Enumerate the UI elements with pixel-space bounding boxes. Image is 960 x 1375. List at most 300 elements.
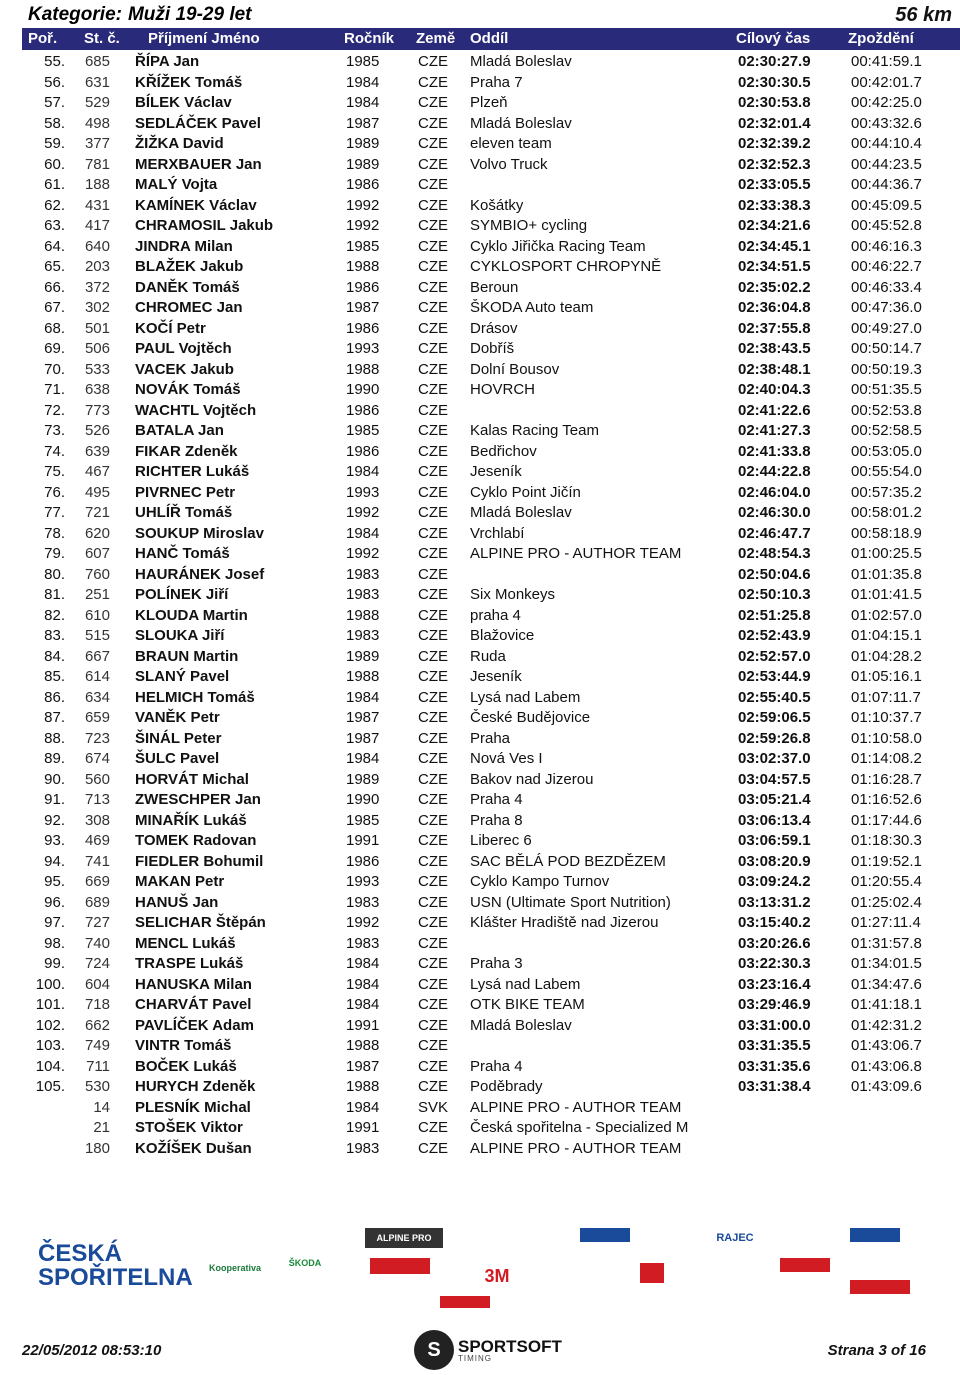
cell-delay: 01:34:47.6: [851, 975, 922, 993]
table-row: [0, 975, 960, 996]
table-row: [0, 688, 960, 709]
cell-rank: 100.: [35, 975, 65, 993]
table-row: [0, 73, 960, 94]
cell-delay: 00:52:53.8: [851, 401, 922, 419]
cell-name: ŘÍPA Jan: [135, 53, 200, 70]
results-table: [0, 52, 960, 1159]
cell-bib: 14: [93, 1098, 110, 1116]
cell-delay: 00:50:14.7: [851, 340, 922, 357]
cell-delay: 01:04:28.2: [851, 647, 922, 665]
cell-time: 02:50:04.6: [738, 565, 811, 583]
cell-club: Praha 4: [470, 791, 523, 808]
table-row: [0, 913, 960, 934]
cell-time: 02:51:25.8: [738, 606, 811, 624]
cell-name: KŘÍŽEK Tomáš: [135, 73, 243, 91]
cell-bib: 620: [84, 524, 110, 542]
cell-year: 1983: [346, 627, 380, 644]
cell-delay: 00:46:22.7: [851, 258, 922, 275]
cell-bib: 638: [84, 381, 110, 398]
cell-time: 02:36:04.8: [738, 299, 811, 316]
cell-bib: 530: [84, 1078, 110, 1095]
cell-club: Six Monkeys: [470, 586, 556, 603]
cell-delay: 00:49:27.0: [851, 319, 922, 337]
cell-bib: 506: [84, 340, 110, 357]
cell-country: CZE: [418, 996, 448, 1013]
cell-year: 1988: [346, 258, 380, 275]
cell-rank: 72.: [44, 401, 65, 419]
cell-club: Kalas Racing Team: [470, 422, 599, 439]
cell-rank: 87.: [44, 709, 65, 726]
table-row: [0, 380, 960, 401]
cell-year: 1992: [346, 545, 380, 562]
cell-year: 1987: [346, 1057, 380, 1075]
cell-time: 03:22:30.3: [738, 955, 811, 972]
cell-bib: 723: [84, 729, 110, 747]
cell-year: 1992: [346, 217, 380, 234]
cell-rank: 77.: [44, 504, 65, 521]
col-name: Příjmení Jméno: [148, 30, 260, 47]
cell-name: HURYCH Zdeněk: [135, 1078, 256, 1095]
table-row: [0, 155, 960, 176]
cell-club: České Budějovice: [470, 709, 591, 726]
cell-country: CZE: [418, 832, 448, 849]
cell-name: KOČÍ Petr: [135, 319, 206, 337]
cell-country: CZE: [418, 94, 448, 111]
cell-name: ŠULC Pavel: [135, 750, 220, 767]
cell-bib: 740: [84, 934, 110, 952]
cell-year: 1989: [346, 647, 380, 665]
cell-year: 1988: [346, 360, 380, 378]
table-row: [0, 790, 960, 811]
cell-country: CZE: [418, 258, 448, 275]
cell-club: Mladá Boleslav: [470, 1016, 572, 1034]
sponsor-logo-red-4: [780, 1258, 830, 1272]
cell-rank: 101.: [35, 996, 65, 1013]
col-time: Cílový čas: [736, 30, 811, 47]
cell-name: HANUSKA Milan: [135, 975, 252, 993]
cell-club: Česká spořitelna - Specialized M: [470, 1119, 689, 1136]
cell-time: 02:30:27.9: [738, 53, 811, 70]
cell-time: 02:38:48.1: [738, 360, 811, 378]
cell-name: CHROMEC Jan: [135, 299, 243, 316]
cell-time: 03:08:20.9: [738, 852, 811, 870]
cell-year: 1990: [346, 381, 380, 398]
cell-year: 1987: [346, 709, 380, 726]
cell-bib: 662: [84, 1016, 110, 1034]
cell-year: 1985: [346, 422, 380, 439]
table-row: [0, 175, 960, 196]
sponsor-logo-blue-2: [850, 1228, 900, 1242]
cell-country: CZE: [418, 53, 448, 70]
col-bib: St. č.: [84, 30, 120, 47]
cell-year: 1993: [346, 873, 380, 890]
cell-bib: 308: [84, 811, 110, 829]
cell-rank: 104.: [35, 1057, 65, 1075]
table-row: [0, 647, 960, 668]
cell-name: MERXBAUER Jan: [135, 155, 262, 173]
cell-name: BÍLEK Václav: [135, 94, 232, 111]
cell-bib: 607: [84, 545, 110, 562]
cell-name: TRASPE Lukáš: [135, 955, 244, 972]
cell-club: Praha 8: [470, 811, 523, 829]
cell-country: CZE: [418, 1119, 448, 1136]
table-row: [0, 872, 960, 893]
cell-year: 1986: [346, 852, 380, 870]
table-row: [0, 216, 960, 237]
cell-time: 02:55:40.5: [738, 688, 811, 706]
sponsor-logo-red-5: [850, 1280, 910, 1294]
cell-country: CZE: [418, 770, 448, 788]
cell-year: 1985: [346, 53, 380, 70]
cell-rank: 59.: [44, 135, 65, 152]
cell-name: JINDRA Milan: [135, 237, 233, 255]
cell-year: 1988: [346, 1037, 380, 1054]
print-datetime: 22/05/2012 08:53:10: [22, 1342, 162, 1359]
table-row: [0, 298, 960, 319]
sportsoft-sub: TIMING: [458, 1353, 492, 1363]
cell-club: Volvo Truck: [470, 155, 548, 173]
cell-bib: 713: [84, 791, 110, 808]
cell-year: 1992: [346, 504, 380, 521]
table-row: [0, 831, 960, 852]
cell-country: CZE: [418, 340, 448, 357]
cell-country: CZE: [418, 524, 448, 542]
cell-name: HANUŠ Jan: [135, 893, 219, 911]
cell-bib: 560: [84, 770, 110, 788]
cell-time: 02:46:30.0: [738, 504, 811, 521]
cell-bib: 689: [84, 893, 110, 911]
cell-year: 1989: [346, 770, 380, 788]
cell-bib: 724: [84, 955, 110, 972]
cell-club: Mladá Boleslav: [470, 504, 572, 521]
cell-bib: 431: [84, 196, 110, 214]
cell-rank: 70.: [44, 360, 65, 378]
kooperativa-logo: Kooperativa: [208, 1263, 261, 1273]
cell-rank: 99.: [44, 955, 65, 972]
cell-bib: 667: [84, 647, 110, 665]
cell-club: Klášter Hradiště nad Jizerou: [470, 914, 659, 931]
table-row: [0, 1036, 960, 1057]
cell-year: 1986: [346, 278, 380, 296]
cell-club: Cyklo Point Jičín: [470, 483, 581, 501]
cell-time: 02:30:53.8: [738, 94, 811, 111]
cell-delay: 01:16:52.6: [851, 791, 922, 808]
cell-bib: 674: [84, 750, 110, 767]
cell-bib: 417: [84, 217, 110, 234]
cell-club: Mladá Boleslav: [470, 53, 572, 70]
cell-delay: 00:58:01.2: [851, 504, 922, 521]
cell-time: 02:33:05.5: [738, 176, 811, 193]
cell-name: CHARVÁT Pavel: [135, 996, 252, 1013]
cell-club: Praha 7: [470, 73, 523, 91]
cell-time: 02:34:45.1: [738, 237, 811, 255]
cell-club: SYMBIO+ cycling: [470, 217, 588, 234]
cell-rank: 83.: [44, 627, 65, 644]
cell-time: 03:29:46.9: [738, 996, 811, 1013]
cell-name: SEDLÁČEK Pavel: [135, 114, 261, 132]
cell-delay: 01:41:18.1: [851, 996, 922, 1013]
cell-name: ŽIŽKA David: [135, 135, 224, 152]
cell-year: 1992: [346, 196, 380, 214]
cell-year: 1987: [346, 299, 380, 316]
cell-rank: 73.: [44, 422, 65, 439]
cell-bib: 640: [84, 237, 110, 255]
cell-rank: 94.: [44, 852, 65, 870]
table-row: [0, 934, 960, 955]
table-row: [0, 585, 960, 606]
cell-rank: 98.: [44, 934, 65, 952]
cell-rank: 64.: [44, 237, 65, 255]
cell-country: CZE: [418, 565, 448, 583]
cell-rank: 102.: [35, 1016, 65, 1034]
table-row: [0, 667, 960, 688]
cell-name: MENCL Lukáš: [135, 934, 236, 952]
cell-bib: 501: [84, 319, 110, 337]
cell-bib: 741: [84, 852, 110, 870]
cell-name: CHRAMOSIL Jakub: [135, 217, 274, 234]
table-row: [0, 893, 960, 914]
cell-year: 1983: [346, 586, 380, 603]
cell-club: Lysá nad Labem: [470, 688, 581, 706]
cell-year: 1983: [346, 893, 380, 911]
cell-country: CZE: [418, 278, 448, 296]
cell-delay: 01:07:11.7: [851, 688, 921, 706]
cell-year: 1987: [346, 729, 380, 747]
cell-delay: 00:43:32.6: [851, 114, 922, 132]
cell-bib: 711: [86, 1057, 110, 1075]
cell-country: CZE: [418, 401, 448, 419]
cell-year: 1991: [346, 1119, 380, 1136]
table-row: [0, 237, 960, 258]
cell-name: BATALA Jan: [135, 422, 224, 439]
sponsor-bar: [20, 1188, 940, 1318]
cell-rank: 63.: [44, 217, 65, 234]
cell-delay: 00:51:35.5: [851, 381, 922, 398]
cell-delay: 00:44:23.5: [851, 155, 922, 173]
cell-year: 1986: [346, 319, 380, 337]
cell-club: Cyklo Jiřička Racing Team: [470, 237, 646, 255]
cell-bib: 760: [84, 565, 110, 583]
cell-delay: 00:45:52.8: [851, 217, 922, 234]
cell-bib: 180: [84, 1139, 110, 1157]
cell-rank: 89.: [44, 750, 65, 767]
cell-rank: 92.: [44, 811, 65, 829]
table-row: [0, 606, 960, 627]
cell-country: CZE: [418, 852, 448, 870]
cell-club: Lysá nad Labem: [470, 975, 581, 993]
category-title: [28, 4, 252, 26]
cell-club: Ruda: [470, 647, 506, 665]
cell-year: 1987: [346, 114, 380, 132]
cell-time: 02:48:54.3: [738, 545, 811, 562]
cell-rank: 80.: [44, 565, 65, 583]
cell-delay: 01:43:06.7: [851, 1037, 922, 1054]
cell-delay: 00:45:09.5: [851, 196, 922, 214]
page-footer: [0, 1328, 960, 1375]
alpine-pro-logo: ALPINE PRO: [365, 1228, 443, 1248]
table-row: [0, 1118, 960, 1139]
cell-year: 1986: [346, 176, 380, 193]
table-row: [0, 852, 960, 873]
cell-delay: 01:42:31.2: [851, 1016, 922, 1034]
cell-year: 1984: [346, 1098, 380, 1116]
cell-name: BOČEK Lukáš: [135, 1057, 237, 1075]
cell-bib: 469: [84, 832, 110, 849]
cell-year: 1992: [346, 914, 380, 931]
table-row: [0, 708, 960, 729]
cell-delay: 00:50:19.3: [851, 360, 922, 378]
cell-year: 1984: [346, 524, 380, 542]
cell-club: Vrchlabí: [470, 524, 525, 542]
cell-country: CZE: [418, 545, 448, 562]
cell-rank: 55.: [44, 53, 65, 70]
cell-time: 03:02:37.0: [738, 750, 811, 767]
table-row: [0, 811, 960, 832]
cell-country: CZE: [418, 791, 448, 808]
cell-name: HAURÁNEK Josef: [135, 565, 265, 583]
cell-bib: 685: [84, 53, 110, 70]
cell-club: Praha 3: [470, 955, 523, 972]
cs-logo-text: ČESKÁ SPOŘITELNA: [38, 1240, 193, 1291]
cell-rank: 78.: [44, 524, 65, 542]
cell-bib: 467: [84, 463, 110, 480]
cell-time: 02:34:21.6: [738, 217, 811, 234]
cell-country: CZE: [418, 934, 448, 952]
cell-rank: 75.: [44, 463, 65, 480]
cell-year: 1983: [346, 565, 380, 583]
cell-time: 02:35:02.2: [738, 278, 811, 296]
cell-bib: 533: [84, 360, 110, 378]
cell-club: praha 4: [470, 606, 521, 624]
cell-year: 1984: [346, 688, 380, 706]
table-row: [0, 1139, 960, 1160]
col-club: Oddíl: [470, 30, 509, 47]
cell-rank: 65.: [44, 258, 65, 275]
cell-delay: 01:14:08.2: [851, 750, 922, 767]
cell-club: Bedřichov: [470, 442, 537, 460]
cell-time: 03:05:21.4: [738, 791, 811, 808]
cell-name: VANĚK Petr: [135, 709, 220, 726]
cell-name: BRAUN Martin: [135, 647, 239, 665]
cell-bib: 251: [84, 586, 110, 603]
cell-time: 02:32:01.4: [738, 114, 811, 132]
cell-rank: 56.: [44, 73, 65, 91]
col-year: Ročník: [344, 30, 395, 47]
cell-name: SLANÝ Pavel: [135, 668, 230, 685]
cell-club: Blažovice: [470, 627, 535, 644]
cell-name: PIVRNEC Petr: [135, 483, 236, 501]
cell-delay: 01:18:30.3: [851, 832, 922, 849]
cell-rank: 81.: [44, 586, 65, 603]
cell-rank: 57.: [44, 94, 65, 111]
table-row: [0, 360, 960, 381]
cell-time: 02:41:27.3: [738, 422, 811, 439]
cell-rank: 66.: [44, 278, 65, 296]
cell-rank: 95.: [44, 873, 65, 890]
cell-name: BLAŽEK Jakub: [135, 258, 244, 275]
cell-country: CZE: [418, 1078, 448, 1095]
cell-time: 02:34:51.5: [738, 258, 811, 275]
cell-time: 02:32:39.2: [738, 135, 811, 152]
cell-club: Bakov nad Jizerou: [470, 770, 594, 788]
cell-name: FIEDLER Bohumil: [135, 852, 264, 870]
cell-bib: 495: [84, 483, 110, 501]
cell-time: 02:59:26.8: [738, 729, 811, 747]
cell-year: 1984: [346, 996, 380, 1013]
cell-bib: 372: [84, 278, 110, 296]
category-value: Muži 19-29 let: [127, 4, 252, 25]
cell-name: MALÝ Vojta: [135, 176, 218, 193]
cell-year: 1986: [346, 401, 380, 419]
table-row: [0, 1057, 960, 1078]
sponsor-logo-blue: [580, 1228, 630, 1242]
category-label: Kategorie:: [28, 4, 122, 25]
cell-time: 02:41:22.6: [738, 401, 811, 419]
cell-country: CZE: [418, 504, 448, 521]
cell-delay: 01:27:11.4: [851, 914, 921, 931]
cell-name: UHLÍŘ Tomáš: [135, 504, 233, 521]
cell-rank: 68.: [44, 319, 65, 337]
cell-country: CZE: [418, 709, 448, 726]
cell-club: ALPINE PRO - AUTHOR TEAM: [470, 545, 682, 562]
cell-delay: 01:05:16.1: [851, 668, 922, 685]
cell-delay: 00:53:05.0: [851, 442, 922, 460]
cell-club: ALPINE PRO - AUTHOR TEAM: [470, 1098, 682, 1116]
cell-time: 02:37:55.8: [738, 319, 811, 337]
cell-delay: 01:04:15.1: [851, 627, 922, 644]
cell-delay: 00:44:36.7: [851, 176, 922, 193]
cell-delay: 00:44:10.4: [851, 135, 922, 152]
sponsor-logo-red-2: [440, 1296, 490, 1308]
cell-rank: 69.: [44, 340, 65, 357]
cell-year: 1984: [346, 94, 380, 111]
cell-time: 03:06:13.4: [738, 811, 811, 829]
cell-time: 02:30:30.5: [738, 73, 811, 91]
cell-club: Liberec 6: [470, 832, 532, 849]
ceska-sporitelna-logo: [38, 1238, 193, 1294]
cell-name: FIKAR Zdeněk: [135, 442, 238, 460]
table-row: [0, 524, 960, 545]
cell-time: 02:32:52.3: [738, 155, 811, 173]
cell-year: 1984: [346, 750, 380, 767]
cell-country: CZE: [418, 1016, 448, 1034]
cell-rank: 67.: [44, 299, 65, 316]
cell-name: PAVLÍČEK Adam: [135, 1016, 254, 1034]
3m-logo: 3M: [484, 1265, 510, 1286]
cell-year: 1984: [346, 73, 380, 91]
cell-time: 02:46:47.7: [738, 524, 811, 542]
cell-name: KAMÍNEK Václav: [135, 196, 257, 214]
table-row: [0, 749, 960, 770]
cell-name: STOŠEK Viktor: [135, 1119, 243, 1136]
cell-time: 02:41:33.8: [738, 442, 811, 460]
title-row: [0, 0, 960, 28]
cell-rank: 103.: [35, 1037, 65, 1054]
table-row: [0, 1077, 960, 1098]
cell-name: PAUL Vojtěch: [135, 340, 232, 357]
cell-time: 03:06:59.1: [738, 832, 811, 849]
cell-country: CZE: [418, 729, 448, 747]
cell-club: ŠKODA Auto team: [470, 299, 594, 316]
cell-bib: 529: [84, 94, 110, 111]
table-row: [0, 954, 960, 975]
cell-country: CZE: [418, 155, 448, 173]
cell-name: DANĚK Tomáš: [135, 278, 240, 296]
cell-club: Beroun: [470, 278, 519, 296]
cell-country: CZE: [418, 463, 448, 480]
cell-club: Plzeň: [470, 94, 508, 111]
cell-time: 02:46:04.0: [738, 483, 811, 501]
